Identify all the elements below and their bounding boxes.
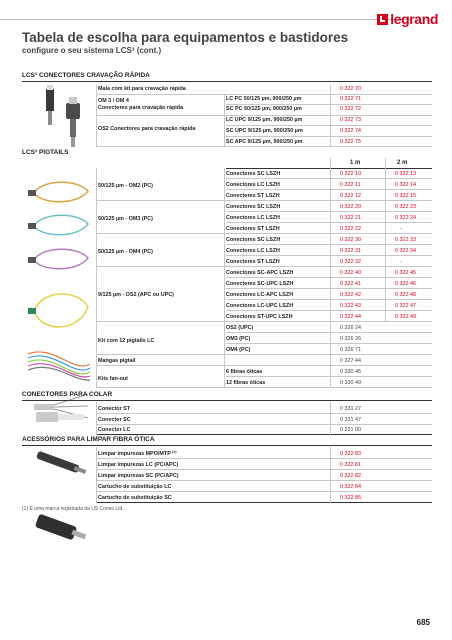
pigtail-photo-icon <box>28 208 94 244</box>
ref-number: 0 322 44 <box>340 314 361 320</box>
item-name: Conector ST <box>98 406 131 412</box>
mangas-description: Mangas pigtail <box>98 358 136 364</box>
pigtail-group-label: 50/125 µm - OM3 (PC) <box>98 216 153 222</box>
section-title-rapid: LCS³ CONECTORES CRAVAÇÃO RÁPIDA <box>22 70 432 82</box>
brand-name: legrand <box>390 11 438 27</box>
item-name: Conectores SC LSZH <box>226 171 281 177</box>
ref-number: 0 322 42 <box>340 292 361 298</box>
item-name: 12 fibras óticas <box>226 380 266 386</box>
column-divider <box>224 94 225 146</box>
item-name: Conector SC <box>98 417 131 423</box>
item-name: OM4 (PC) <box>226 347 251 353</box>
item-name: OS2 (UPC) <box>226 325 254 331</box>
cartridge-photo-icon <box>28 506 94 552</box>
pigtail-photo-icon <box>28 175 94 211</box>
ref-number: 0 322 30 <box>340 237 361 243</box>
footnote: (1) É uma marca registrada da US Conec Ltd. <box>22 506 124 512</box>
ref-number: 0 322 71 <box>340 96 361 102</box>
ref-number: 0 322 70 <box>340 86 361 92</box>
section-title-pigtails: LCS³ PIGTAILS <box>22 149 69 156</box>
ref-number: - <box>400 259 402 265</box>
ref-number: 0 322 32 <box>340 259 361 265</box>
ref-number: 0 322 47 <box>395 303 416 309</box>
ref-number: 0 322 20 <box>340 204 361 210</box>
ref-number: 0 322 14 <box>395 182 416 188</box>
ref-number: 0 322 23 <box>395 204 416 210</box>
ref-number: 0 322 81 <box>340 462 361 468</box>
page-subtitle: configure o seu sistema LCS³ (cont.) <box>22 46 162 55</box>
item-name: Limpar impurezas MPO/MTP ⁽¹⁾ <box>98 451 177 457</box>
om-description-2: Conectores para cravação rápida <box>98 105 184 111</box>
item-name: SC PC 50/125 µm, 900/250 µm <box>226 106 302 112</box>
cleaner-photo-icon <box>28 448 94 506</box>
item-name: SC APC 9/125 µm, 900/250 µm <box>226 139 303 145</box>
column-divider <box>330 402 331 435</box>
item-name: OM3 (PC) <box>226 336 251 342</box>
item-name: Conectores ST-UPC LSZH <box>226 314 293 320</box>
ref-number: 0 330 45 <box>340 369 361 375</box>
page-title: Tabela de escolha para equipamentos e bastidores <box>22 30 349 45</box>
ref-number: 0 322 48 <box>395 292 416 298</box>
item-name: Cartucho de substituição SC <box>98 495 172 501</box>
brand-logo <box>377 11 438 27</box>
ref-number: - <box>400 226 402 232</box>
ref-number: 0 322 82 <box>340 473 361 479</box>
item-name: Conectores LC LSZH <box>226 215 280 221</box>
ref-number: 0 322 74 <box>340 128 361 134</box>
connector-photo-icon <box>30 85 92 151</box>
ref-number: 0 322 24 <box>395 215 416 221</box>
ref-number: 0 322 12 <box>340 193 361 199</box>
pigtail-group-label: 50/125 µm - OM4 (PC) <box>98 249 153 255</box>
column-divider <box>330 447 331 503</box>
column-divider <box>330 85 331 146</box>
ref-number: 0 322 72 <box>340 106 361 112</box>
item-name: LC PC 50/125 µm, 900/250 µm <box>226 96 302 102</box>
ref-number: 0 322 49 <box>395 314 416 320</box>
column-header-2m: 2 m <box>397 160 408 166</box>
ref-number: 0 322 40 <box>340 270 361 276</box>
pigtail-group-label: 9/125 µm - OS2 (APC ou UPC) <box>98 292 174 298</box>
item-name: Conectores SC LSZH <box>226 237 281 243</box>
item-name: Conectores LC-APC LSZH <box>226 292 294 298</box>
ref-number: 0 322 31 <box>340 248 361 254</box>
ref-number: 0 322 10 <box>340 171 361 177</box>
ref-number: 0 331 47 <box>340 417 361 423</box>
column-divider <box>96 447 97 503</box>
ref-number: 0 330 49 <box>340 380 361 386</box>
os2-description: OS2 Conectores para cravação rápida <box>98 126 196 132</box>
ref-number: 0 331 27 <box>340 406 361 412</box>
ref-number: 0 326 24 <box>340 325 361 331</box>
ref-number: 0 326 26 <box>340 336 361 342</box>
ref-number: 0 322 84 <box>340 484 361 490</box>
ref-number: 0 322 11 <box>340 182 361 188</box>
column-divider <box>96 402 97 435</box>
kit12-description: Kit com 12 pigtails LC <box>98 338 155 344</box>
connector-photo-icon <box>30 402 92 432</box>
column-divider <box>385 158 386 321</box>
item-name: Conectores SC-APC LSZH <box>226 270 294 276</box>
column-header-1m: 1 m <box>350 160 361 166</box>
column-divider <box>224 168 225 387</box>
pigtail-photo-icon <box>28 283 94 339</box>
ref-number: 0 322 34 <box>395 248 416 254</box>
ref-number: 0 322 46 <box>395 281 416 287</box>
column-divider <box>330 158 331 387</box>
kit-description: Mala com kit para cravação rápida <box>98 86 186 92</box>
column-divider <box>96 85 97 146</box>
ref-number: 0 322 13 <box>395 171 416 177</box>
item-name: Conectores LC-UPC LSZH <box>226 303 294 309</box>
section-title-accessories: ACESSÓRIOS PARA LIMPAR FIBRA ÓTICA <box>22 434 432 446</box>
ref-number: 0 322 73 <box>340 117 361 123</box>
fanout-description: Kits fan-out <box>98 376 128 382</box>
item-name: Conectores ST LSZH <box>226 259 280 265</box>
item-name: Limpar impurezas SC (PC/APC) <box>98 473 179 479</box>
section-title-colar: CONECTORES PARA COLAR <box>22 389 432 401</box>
ref-number: 0 322 41 <box>340 281 361 287</box>
item-name: SC UPC 9/125 µm, 900/250 µm <box>226 128 303 134</box>
ref-number: 0 322 21 <box>340 215 361 221</box>
ref-number: 0 322 15 <box>395 193 416 199</box>
ref-number: 0 322 22 <box>340 226 361 232</box>
item-name: Conector LC <box>98 427 131 433</box>
item-name: Conectores ST LSZH <box>226 193 280 199</box>
pigtail-kit-photo-icon <box>24 344 94 384</box>
item-name: Cartucho de substituição LC <box>98 484 172 490</box>
ref-number: 0 322 75 <box>340 139 361 145</box>
ref-number: 0 326 71 <box>340 347 361 353</box>
page-number: 685 <box>416 618 430 627</box>
item-name: Conectores ST LSZH <box>226 226 280 232</box>
item-name: Limpar impurezas LC (PC/APC) <box>98 462 179 468</box>
legrand-mark-icon <box>377 14 388 25</box>
header-rule <box>0 19 412 20</box>
item-name: Conectores LC LSZH <box>226 248 280 254</box>
item-name: LC UPC 9/125 µm, 900/250 µm <box>226 117 303 123</box>
ref-number: 0 322 45 <box>395 270 416 276</box>
item-name: Conectores SC LSZH <box>226 204 281 210</box>
ref-number: 0 322 43 <box>340 303 361 309</box>
item-name: Conectores LC LSZH <box>226 182 280 188</box>
ref-number: 0 322 33 <box>395 237 416 243</box>
ref-number: 0 322 85 <box>340 495 361 501</box>
pigtail-group-label: 50/125 µm - OM2 (PC) <box>98 183 153 189</box>
om-description: OM 3 / OM 4 <box>98 98 129 104</box>
ref-number: 0 327 44 <box>340 358 361 364</box>
ref-number: 0 331 00 <box>340 427 361 433</box>
ref-number: 0 322 83 <box>340 451 361 457</box>
item-name: 6 fibras óticas <box>226 369 263 375</box>
item-name: Conectores SC-UPC LSZH <box>226 281 294 287</box>
column-divider <box>96 168 97 387</box>
pigtail-photo-icon <box>28 242 94 278</box>
